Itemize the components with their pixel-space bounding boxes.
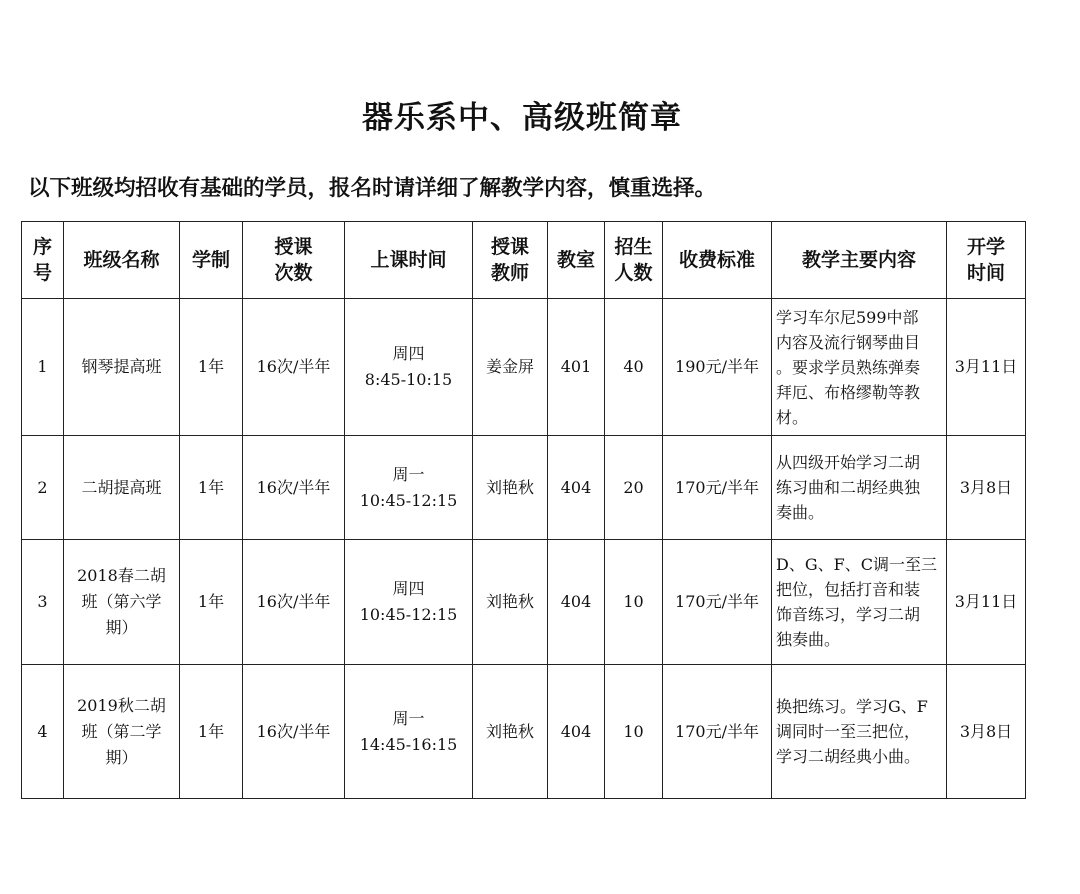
class-day: 周四 <box>392 579 425 598</box>
course-table <box>21 221 1026 799</box>
class-name-line: 钢琴提高班 <box>81 357 162 376</box>
header-sessions-line: 授课 <box>274 236 313 258</box>
table-row <box>22 436 1026 540</box>
cell-class-name <box>64 540 180 665</box>
cell-sessions: 16次/半年 <box>243 540 345 665</box>
header-sessions-line: 次数 <box>274 262 313 284</box>
class-day: 周一 <box>392 708 425 728</box>
cell-fee: 190元/半年 <box>663 299 772 436</box>
header-no-line: 号 <box>32 262 52 284</box>
document-title: 器乐系中、高级班简章 <box>362 100 682 136</box>
header-capacity-line: 人数 <box>614 262 653 284</box>
table-row <box>22 299 1026 436</box>
cell-teacher: 刘艳秋 <box>473 540 548 665</box>
header-start <box>947 222 1026 299</box>
intro-text: 以下班级均招收有基础的学员，报名时请详细了解教学内容，慎重选择。 <box>28 176 717 201</box>
table-row <box>22 665 1026 799</box>
header-start-line: 时间 <box>966 262 1005 284</box>
header-class-name: 班级名称 <box>64 222 180 299</box>
class-day: 周一 <box>392 464 425 484</box>
cell-capacity: 40 <box>605 299 663 436</box>
cell-duration: 1年 <box>180 299 243 436</box>
cell-start: 3月11日 <box>947 299 1026 436</box>
header-fee: 收费标准 <box>663 222 772 299</box>
class-name-line: 期） <box>105 747 138 767</box>
cell-duration: 1年 <box>180 665 243 799</box>
cell-class-name <box>64 665 180 799</box>
cell-duration: 1年 <box>180 540 243 665</box>
content-line: 学习二胡经典小曲。 <box>776 747 921 766</box>
table-header-row <box>22 222 1026 299</box>
cell-room: 404 <box>548 436 605 540</box>
cell-no: 4 <box>22 665 64 799</box>
cell-fee: 170元/半年 <box>663 436 772 540</box>
class-name-line: 班（第二学 <box>81 721 162 741</box>
content-line: 从四级开始学习二胡 <box>776 453 921 472</box>
cell-duration: 1年 <box>180 436 243 540</box>
cell-teacher: 刘艳秋 <box>473 665 548 799</box>
header-class-time: 上课时间 <box>345 222 473 299</box>
content-line: 把位，包括打音和装 <box>776 580 921 599</box>
class-name-line: 班（第六学 <box>81 592 162 611</box>
content-line: 饰音练习，学习二胡 <box>776 605 921 624</box>
cell-start: 3月8日 <box>947 436 1026 540</box>
cell-class-time <box>345 665 473 799</box>
cell-capacity: 20 <box>605 436 663 540</box>
content-line: D、G、F、C调一至三 <box>776 555 937 574</box>
cell-content <box>772 436 947 540</box>
content-line: 练习曲和二胡经典独 <box>776 478 921 497</box>
cell-room: 404 <box>548 665 605 799</box>
class-day: 周四 <box>392 344 425 363</box>
class-name-line: 期） <box>105 618 138 637</box>
class-hours: 14:45-16:15 <box>359 734 458 754</box>
content-line: 内容及流行钢琴曲目 <box>776 332 921 352</box>
class-hours: 8:45-10:15 <box>364 370 453 389</box>
cell-class-time <box>345 540 473 665</box>
cell-teacher: 姜金屏 <box>473 299 548 436</box>
content-line: 材。 <box>776 407 809 427</box>
cell-no: 1 <box>22 299 64 436</box>
table-row <box>22 540 1026 665</box>
cell-sessions: 16次/半年 <box>243 436 345 540</box>
cell-no: 3 <box>22 540 64 665</box>
class-hours: 10:45-12:15 <box>359 490 458 510</box>
content-line: 学习车尔尼599中部 <box>776 307 919 327</box>
content-line: 。要求学员熟练弹奏 <box>776 357 921 377</box>
cell-sessions: 16次/半年 <box>243 299 345 436</box>
cell-teacher: 刘艳秋 <box>473 436 548 540</box>
header-start-line: 开学 <box>966 236 1005 258</box>
header-content: 教学主要内容 <box>772 222 947 299</box>
content-line: 调同时一至三把位， <box>776 722 921 741</box>
class-name-line: 2018春二胡 <box>77 566 166 585</box>
cell-class-name <box>64 299 180 436</box>
class-hours: 10:45-12:15 <box>359 605 458 624</box>
header-capacity <box>605 222 663 299</box>
content-line: 换把练习。学习G、F <box>776 697 928 716</box>
cell-sessions: 16次/半年 <box>243 665 345 799</box>
header-teacher-line: 教师 <box>490 262 529 284</box>
class-name-line: 2019秋二胡 <box>77 695 166 715</box>
cell-fee: 170元/半年 <box>663 540 772 665</box>
cell-start: 3月8日 <box>947 665 1026 799</box>
header-duration: 学制 <box>180 222 243 299</box>
cell-class-name <box>64 436 180 540</box>
cell-content <box>772 540 947 665</box>
cell-no: 2 <box>22 436 64 540</box>
cell-room: 404 <box>548 540 605 665</box>
content-line: 奏曲。 <box>776 503 825 522</box>
header-teacher <box>473 222 548 299</box>
content-line: 独奏曲。 <box>776 630 841 649</box>
cell-capacity: 10 <box>605 540 663 665</box>
header-sessions <box>243 222 345 299</box>
header-capacity-line: 招生 <box>614 236 653 258</box>
header-room: 教室 <box>548 222 605 299</box>
cell-start: 3月11日 <box>947 540 1026 665</box>
cell-content <box>772 299 947 436</box>
class-name-line: 二胡提高班 <box>81 477 162 497</box>
content-line: 拜厄、布格缪勒等教 <box>776 382 921 402</box>
cell-capacity: 10 <box>605 665 663 799</box>
cell-class-time <box>345 436 473 540</box>
header-no-line: 序 <box>32 236 52 258</box>
cell-class-time <box>345 299 473 436</box>
cell-fee: 170元/半年 <box>663 665 772 799</box>
header-teacher-line: 授课 <box>490 236 529 258</box>
cell-content <box>772 665 947 799</box>
cell-room: 401 <box>548 299 605 436</box>
header-no <box>22 222 64 299</box>
